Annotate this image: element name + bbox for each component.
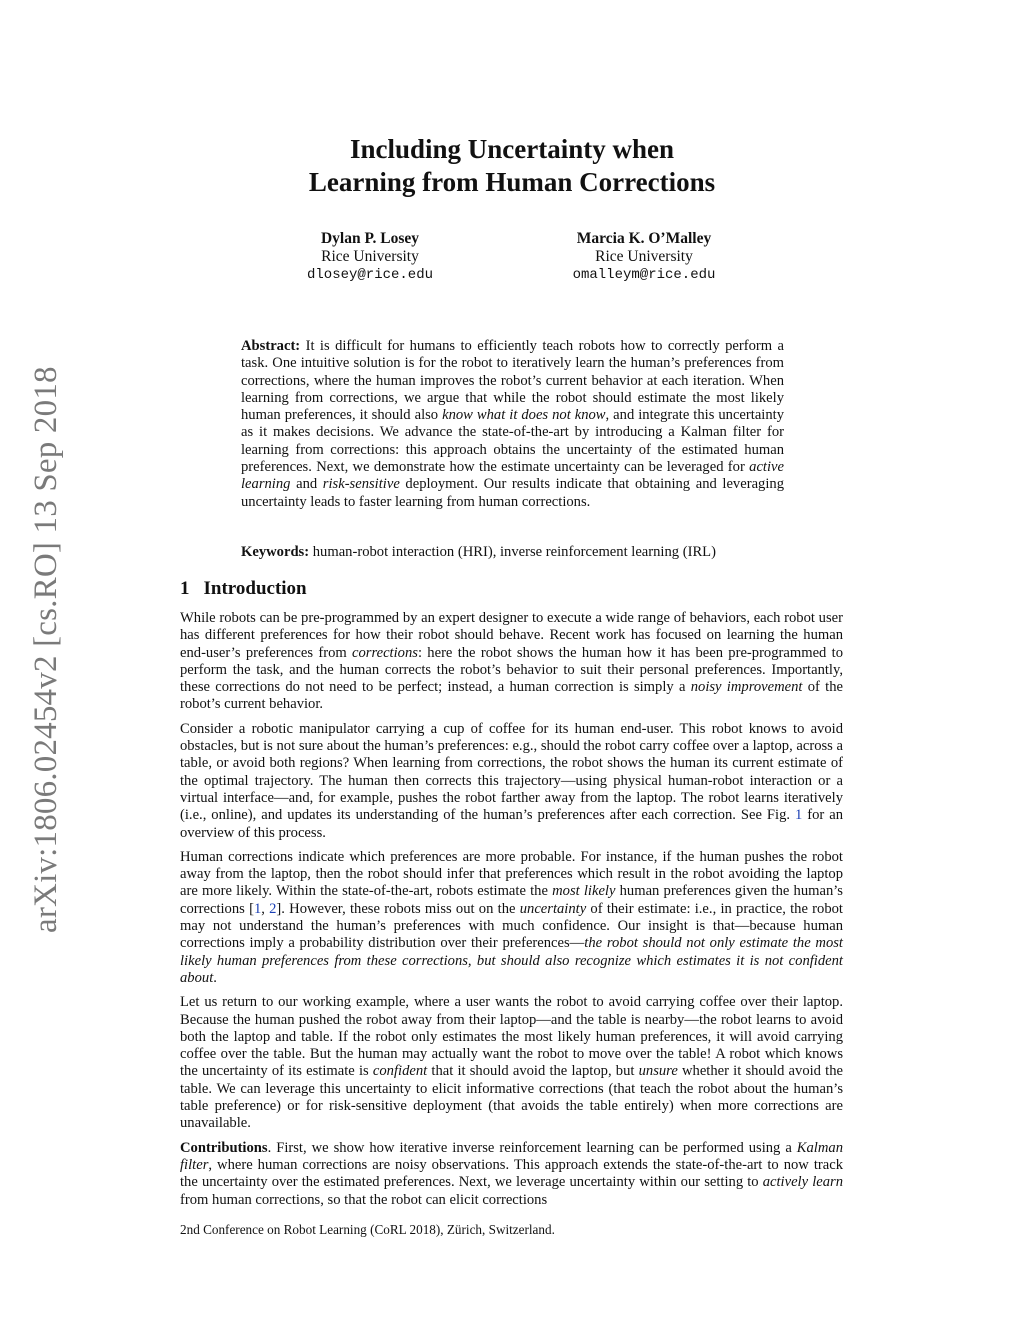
paragraph-text: , where human corrections are noisy observations. This approach extends the state-of-the-art to now track the uncertainty over the estimated preferences. Next, we leverage uncertainty within our setting to (180, 1156, 843, 1191)
abstract-emphasis: active learning (241, 459, 784, 493)
abstract-text: , and integrate this uncertainty as it makes decisions. We advance the state-of-the-art by introducing a Kalman filter for learning from corrections: this approach obtains the uncertainty of the estimated human preferences. Next, we demonstrate how the estimate uncertainty can be leveraged for (241, 407, 785, 476)
paragraph-emphasis: confident (372, 1063, 428, 1080)
paragraph-text: human preferences given the human’s corrections [ (180, 883, 843, 917)
keywords-label: Keywords: (241, 544, 310, 560)
conference-footnote: 2nd Conference on Robot Learning (CoRL 2018), Zürich, Switzerland. (180, 1222, 555, 1237)
abstract-text: and (290, 476, 323, 493)
paragraph-text: . First, we show how iterative inverse reinforcement learning can be performed using a (267, 1139, 797, 1156)
author-affiliation: Rice University (595, 248, 693, 265)
keywords (241, 544, 801, 561)
title-line-1: Including Uncertainty when (349, 134, 675, 164)
paragraph-1 (180, 610, 843, 714)
section-title: Introduction (203, 578, 307, 599)
paragraph-text: whether it should avoid the table. We can leverage this uncertainty to elicit informative corrections (that teach the robot about the human’s table preference) or for risk-sensitive deployment (that avoids the table entirely) when more corrections are unavailable. (180, 1063, 843, 1132)
paragraph-emphasis: actively learn (762, 1174, 844, 1191)
paragraph-text: from human corrections, so that the robot can elicit corrections (180, 1191, 548, 1208)
author-email: omalleym@rice.edu (572, 267, 716, 283)
contributions-label: Contributions (180, 1139, 268, 1156)
abstract-text: It is difficult for humans to efficiently teach robots how to correctly perform a task. One intuitive solution is for the robot to iteratively learn the human’s preferences from corrections, where the human improves the robot’s current behavior at each iteration. When learning from corrections, we argue that while the robot should estimate the most likely human preferences, it should also (241, 338, 784, 424)
arxiv-identifier: arXiv:1806.02454v2 [cs.RO] 13 Sep 2018 (28, 366, 64, 934)
citation-link[interactable]: 2 (269, 900, 277, 917)
figure-reference-link[interactable]: 1 (794, 807, 803, 824)
paragraph-text: that it should avoid the laptop, but (427, 1063, 639, 1080)
paper-title (180, 133, 844, 199)
title-line-2: Learning from Human Corrections (308, 167, 716, 197)
keywords-text: human-robot interaction (HRI), inverse reinforcement learning (IRL) (309, 544, 716, 560)
paragraph-emphasis: corrections (352, 644, 418, 661)
paragraph-text: Let us return to our working example, where a user wants the robot to avoid carrying coffee over their laptop. Because the human pushed the robot away from their laptop—and the table is nearby—the robot learns to avoid both the laptop and table. If the robot only estimates the most likely human preferences, it will avoid carrying coffee over the table. But the human may actually want the robot to move over the table! A robot which knows the uncertainty of its estimate is (180, 994, 843, 1080)
paragraph-text: ]. However, these robots miss out on the (276, 900, 520, 917)
abstract-label: Abstract: (241, 338, 301, 354)
author-email: dlosey@rice.edu (306, 267, 434, 283)
paragraph-text: : here the robot shows the human how it has been pre-programmed to perform the task, and the human corrects the robot’s behavior to suit their personal preferences. Importantly, these corrections do not need to be perfect; instead, a human correction is simply a (180, 644, 843, 696)
author-name: Dylan P. Losey (320, 230, 420, 247)
paragraph-emphasis: Kalman filter (180, 1139, 843, 1173)
abstract-emphasis: know what it does not know (442, 407, 606, 424)
citation-link[interactable]: 1 (253, 900, 262, 917)
abstract-emphasis: risk-sensitive (322, 476, 400, 493)
paragraph-emphasis: noisy improvement (690, 679, 803, 696)
author-name: Marcia K. O’Malley (576, 230, 712, 247)
author-block-1 (220, 230, 520, 284)
section-number: 1 (180, 578, 190, 599)
paragraph-text: , (261, 900, 270, 917)
section-heading-introduction (180, 578, 307, 600)
paragraph-2 (180, 721, 843, 842)
paragraph-text: Human corrections indicate which preferences are more probable. For instance, if the human pushes the robot away from the laptop, then the robot should infer that preferences which result in the robot avoiding the laptop are more likely. Within the state-of-the-art, robots estimate the (180, 848, 843, 900)
paragraph-text: of their estimate: i.e., in practice, the robot may not understand the human’s preferences with much confidence. Our insight is that—because human corrections imply a probability distribution over their preferences— (180, 900, 843, 952)
paragraph-text: . (213, 969, 217, 986)
body-text (180, 610, 843, 1216)
paragraph-5 (180, 1140, 843, 1209)
paragraph-emphasis: unsure (638, 1063, 678, 1080)
paragraph-4 (180, 994, 843, 1132)
paragraph-3 (180, 849, 843, 987)
paragraph-text: for an overview of this process. (180, 807, 843, 841)
paragraph-text: of the robot’s current behavior. (180, 679, 843, 713)
paragraph-emphasis: uncertainty (519, 900, 587, 917)
abstract (241, 338, 784, 511)
paragraph-emphasis: the robot should not only estimate the most likely human preferences from these corrections, but should also recognize which estimates it is not confident about (180, 935, 843, 986)
paragraph-text: While robots can be pre-programmed by an expert designer to execute a wide range of behaviors, each robot user has different preferences for how their robot should behave. Recent work has focused on learning the human end-user’s preferences from (180, 610, 843, 661)
author-affiliation: Rice University (321, 248, 419, 265)
paragraph-emphasis: most likely (552, 883, 616, 900)
paragraph-text: Consider a robotic manipulator carrying a cup of coffee for its human end-user. This robot knows to avoid obstacles, but is not sure about the human’s preferences: e.g., should the robot carry coffee over a laptop, across a table, or avoid both regions? When learning from corrections, the robot shows the human its current estimate of the optimal trajectory. The human then corrects this trajectory—using physical human-robot interaction or a virtual interface—and, for example, pushes the robot farther away from the laptop. The robot learns iteratively (i.e., online), and updates its understanding of the human’s preferences after each correction. See Fig. (180, 720, 843, 824)
abstract-text: deployment. Our results indicate that obtaining and leveraging uncertainty leads to faster learning from human corrections. (241, 476, 784, 510)
author-block-2 (494, 230, 794, 284)
